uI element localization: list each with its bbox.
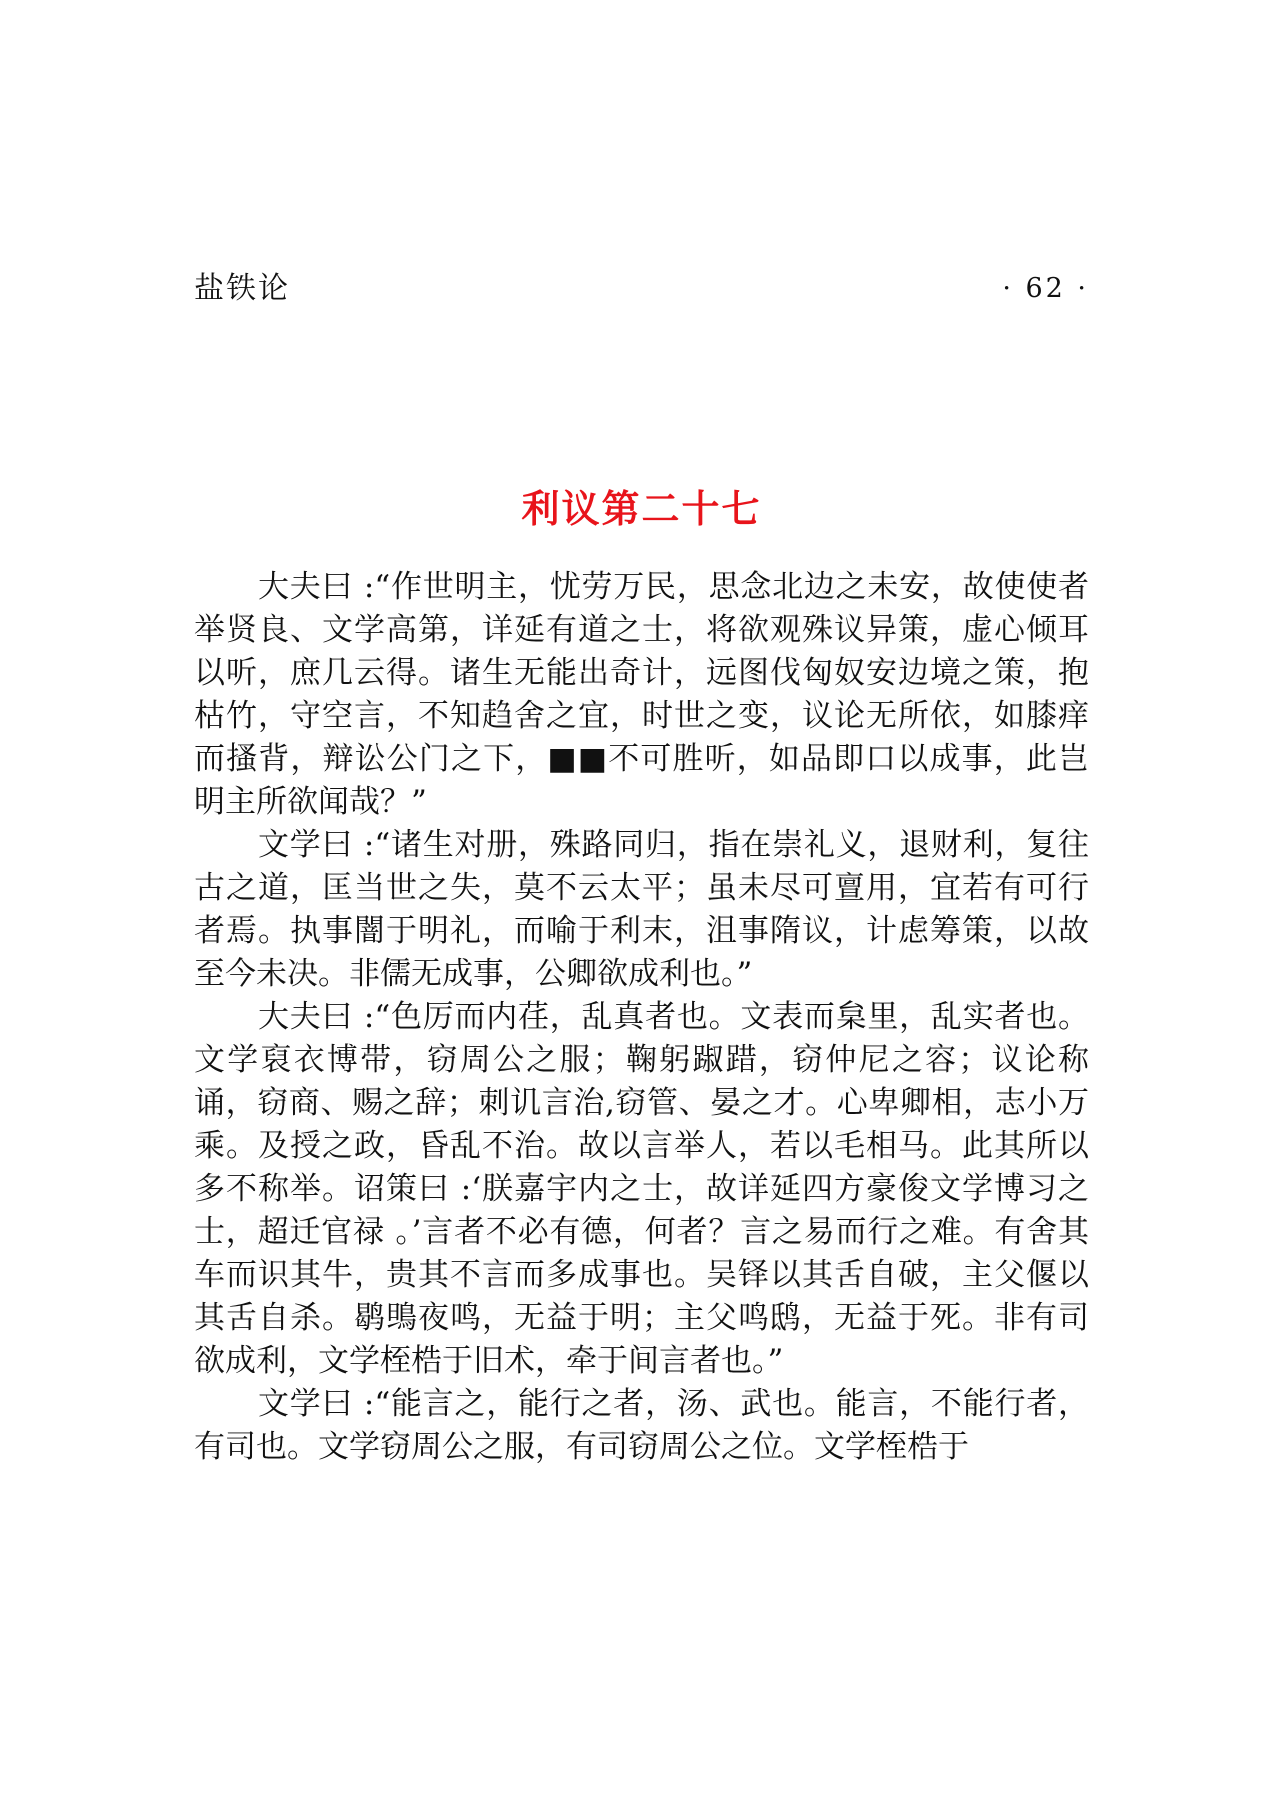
page-number: · 62 · (1002, 273, 1089, 304)
paragraph-4: 文学曰 :“能言之，能行之者，汤、武也。能言，不能行者，有司也。文学窃周公之服，有司窃周公之位。文学桎梏于 (194, 1386, 1089, 1465)
book-title: 盐铁论 (194, 271, 290, 306)
paragraph-3: 大夫曰 :“色厉而内荏，乱真者也。文表而枲里，乱实者也。文学裒衣博带，窃周公之服；鞠躬踧踖，窃仲尼之容；议论称诵，窃商、赐之辞；刺讥言治,窃管、晏之才。心卑卿相，志小万乘。及授之政，昏乱不治。故以言举人，若以毛相马。此其所以多不称举。诏策曰 :‘朕嘉宇内之士，故详延四方豪俊文学博习之士，超迁官禄 。’言者不必有德，何者？言之易而行之难。有舍其车而识其牛，贵其不言而多成事也。吴铎以其舌自破，主父偃以其舌自杀。鹖鴠夜鸣，无益于明；主父鸣鸱，无益于死。非有司欲成利，文学桎梏于旧术，牵于间言者也。” (194, 999, 1089, 1379)
chapter-title: 利议第二十七 (521, 487, 762, 532)
running-head (194, 266, 1089, 312)
body-text (194, 566, 1089, 1469)
paragraph-2: 文学曰 :“诸生对册，殊路同归，指在崇礼义，退财利，复往古之道，匡当世之失，莫不云太平；虽未尽可亶用，宜若有可行者焉。执事闇于明礼，而喻于利末，沮事隋议，计虑筹策，以故至今未决。非儒无成事，公卿欲成利也。” (194, 827, 1089, 992)
paragraph-1: 大夫曰 :“作世明主，忧劳万民，思念北边之未安，故使使者举贤良、文学高第，详延有道之士，将欲观殊议异策，虚心倾耳以听，庶几云得。诸生无能出奇计，远图伐匈奴安边境之策，抱枯竹，守空言，不知趋舍之宜，时世之变，议论无所依，如膝痒而搔背，辩讼公门之下，■■不可胜听，如品即口以成事，此岂明主所欲闻哉？” (194, 569, 1089, 820)
